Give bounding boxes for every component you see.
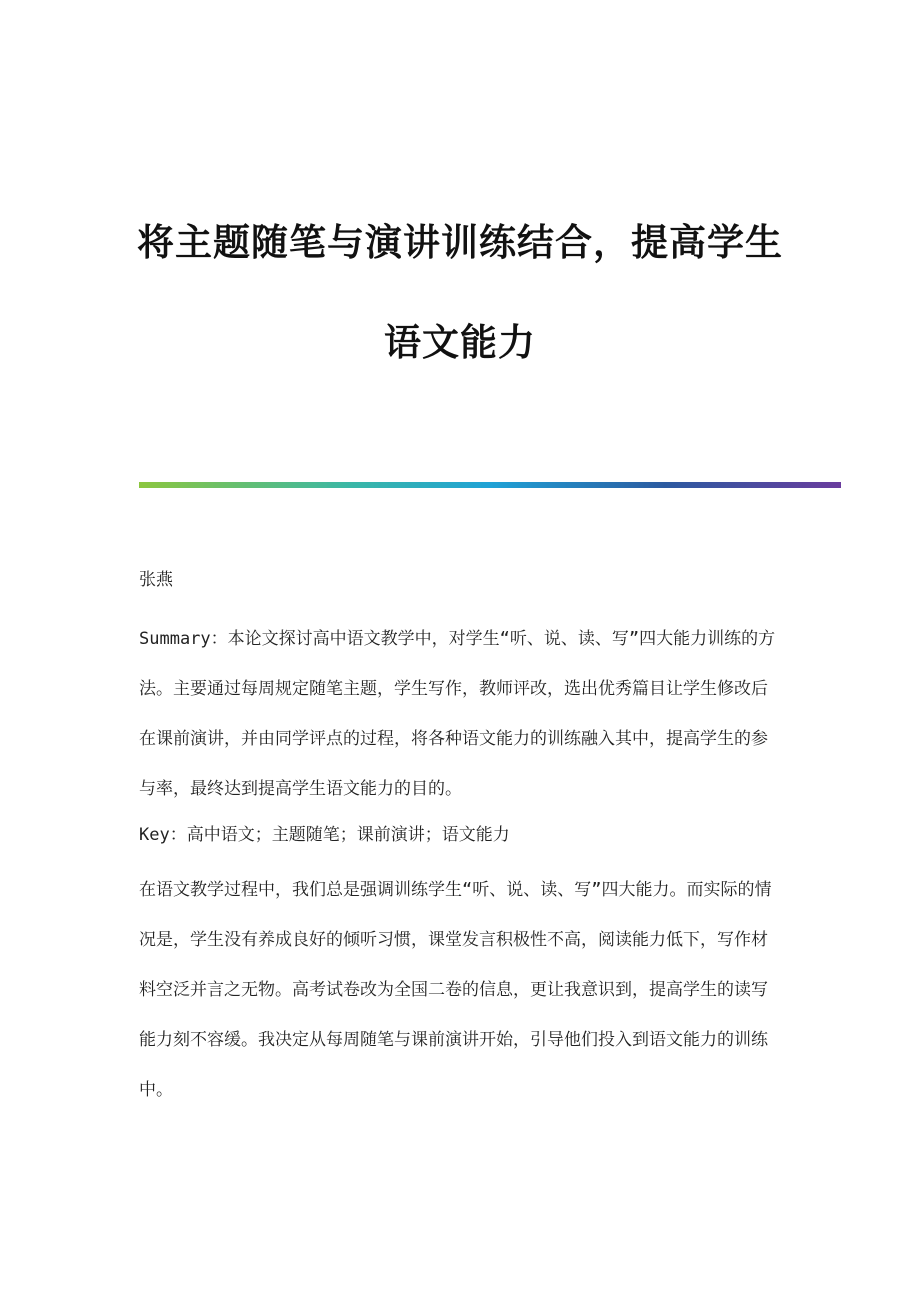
summary-paragraph: Summary：本论文探讨高中语文教学中，对学生“听、说、读、写”四大能力训练的方法。主要通过每周规定随笔主题，学生写作，教师评改，选出优秀篇目让学生修改后在课前演讲，并由同学评点的过程，将各种语文能力的训练融入其中，提高学生的参与率，最终达到提高学生语文能力的目的。 bbox=[139, 629, 776, 799]
keywords-block bbox=[139, 810, 779, 860]
author-name: 张燕 bbox=[139, 570, 173, 590]
intro-paragraph: 在语文教学过程中，我们总是强调训练学生“听、说、读、写”四大能力。而实际的情况是，学生没有养成良好的倾听习惯，课堂发言积极性不高，阅读能力低下，写作材料空泛并言之无物。高考试卷改为全国二卷的信息，更让我意识到，提高学生的读写能力刻不容缓。我决定从每周随笔与课前演讲开始，引导他们投入到语文能力的训练中。 bbox=[139, 880, 772, 1100]
keywords-paragraph: Key：高中语文；主题随笔；课前演讲；语文能力 bbox=[139, 825, 510, 845]
summary-block bbox=[139, 614, 779, 814]
document-title-line-1: 将主题随笔与演讲训练结合，提高学生 bbox=[137, 220, 783, 264]
gradient-divider bbox=[139, 482, 841, 488]
document-title-line-2: 语文能力 bbox=[384, 320, 536, 364]
intro-block bbox=[139, 865, 779, 1115]
